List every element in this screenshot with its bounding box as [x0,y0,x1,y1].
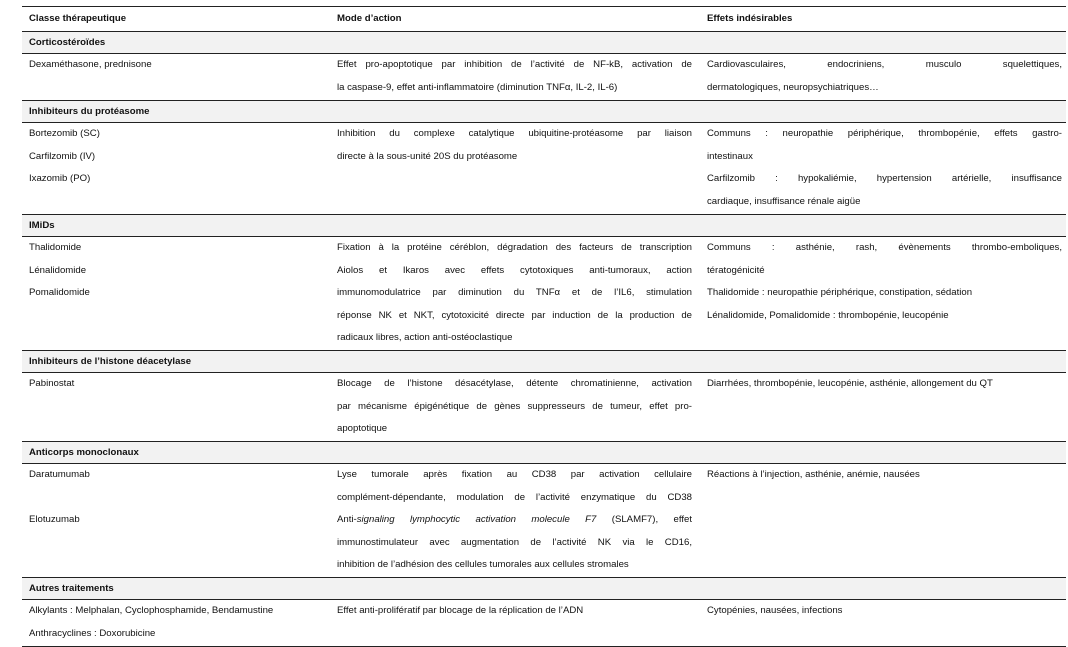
mode-text: directe à la sous-unité 20S du protéasome [337,150,518,162]
section-row [22,442,1066,464]
effects-cell [700,600,1066,646]
effects-text: Lénalidomide, Pomalidomide : thrombopénie, leucopénie [707,309,949,321]
table-header-row [22,7,1066,32]
mode-text: apoptotique [337,423,388,434]
section-row [22,351,1066,373]
table-row [22,237,1066,351]
mode-text: réponse NK et NKT, cytotoxicité directe par induction de la production de [337,309,692,321]
drug-name: Lénalidomide [29,264,87,276]
header-mode: Mode d’action [337,13,402,24]
section-row [22,32,1066,54]
mode-text: Effet pro-apoptotique par inhibition de l’activité de NF-kB, activation de [337,59,692,70]
effects-text: Diarrhées, thrombopénie, leucopénie, asthénie, allongement du QT [707,378,993,389]
mode-text: radicaux libres, action anti-ostéoclastique [337,332,513,343]
drug-cell [22,123,330,214]
drug-cell [22,54,330,100]
effects-cell [700,123,1066,214]
mode-text: Blocage de l’histone désacétylase, détente chromatinienne, activation [337,378,692,389]
effects-cell [700,373,1066,441]
drug-name: Ixazomib (PO) [29,173,91,184]
effects-text: Communs : neuropathie périphérique, thrombopénie, effets gastro- [707,128,1062,139]
drug-name: Thalidomide [29,242,82,253]
mode-text: Fixation à la protéine céréblon, dégradation des facteurs de transcription [337,242,692,253]
mode-text: par mécanisme épigénétique de gènes suppresseurs de tumeur, effet pro- [337,400,692,412]
mode-cell [330,464,700,577]
section-title: Inhibiteurs du protéasome [29,106,150,117]
table-row [22,600,1066,647]
effects-text: Communs : asthénie, rash, évènements thrombo-emboliques, [707,242,1062,253]
section-title: Inhibiteurs de l’histone déacetylase [29,356,192,367]
section-row [22,578,1066,600]
header-effets: Effets indésirables [707,13,793,24]
mode-text: la caspase-9, effet anti-inflammatoire (diminution TNFα, IL-2, IL-6) [337,81,618,93]
drug-name: Bortezomib (SC) [29,128,100,139]
mode-cell [330,237,700,350]
drug-name: Daratumumab [29,469,90,480]
effects-text: dermatologiques, neuropsychiatriques… [707,81,879,93]
effects-text: Carfilzomib : hypokaliémie, hypertension artérielle, insuffisance [707,173,1062,184]
drug-name: Pabinostat [29,378,75,389]
section-title: Anticorps monoclonaux [29,447,139,458]
section-title: Corticostéroïdes [29,37,106,48]
effects-text: cardiaque, insuffisance rénale aigüe [707,195,861,207]
mode-text: immunostimulateur avec augmentation de l’activité NK via le CD16, [337,536,692,548]
drug-name: Dexaméthasone, prednisone [29,59,152,70]
effects-text: Thalidomide : neuropathie périphérique, constipation, sédation [707,287,973,298]
effects-cell [700,464,1066,577]
mode-cell [330,54,700,100]
effects-text: Cytopénies, nausées, infections [707,605,843,616]
drug-name: Carfilzomib (IV) [29,150,96,162]
mode-text: Lyse tumorale après fixation au CD38 par activation cellulaire [337,469,692,480]
section-title: IMiDs [29,220,55,231]
drug-cell [22,237,330,350]
mode-text-italic: signaling lymphocytic activation molecule F7 [356,514,597,525]
section-row [22,101,1066,123]
mode-text: immunomodulatrice par diminution du TNFα et de l’IL6, stimulation [337,287,692,298]
effects-text: Cardiovasculaires, endocriniens, musculo squelettiques, [707,59,1062,70]
effects-cell [700,54,1066,100]
drug-cell [22,464,330,577]
table-row [22,373,1066,442]
mode-text-part: (SLAMF7), effet [596,514,693,525]
effects-text: tératogénicité [707,264,765,276]
drug-cell [22,600,330,646]
mode-cell [330,600,700,646]
effects-text: intestinaux [707,150,753,162]
table-row [22,54,1066,101]
mode-text [337,509,692,532]
mode-text: Effet anti-prolifératif par blocage de la réplication de l’ADN [337,605,584,616]
mode-text: inhibition de l’adhésion des cellules tumorales aux cellules stromales [337,559,629,570]
drug-name: Anthracyclines : Doxorubicine [29,627,156,639]
header-classe: Classe thérapeutique [29,13,127,24]
mode-text-part: Anti- [337,514,357,525]
table-row [22,464,1066,578]
drug-name: Elotuzumab [29,514,80,525]
effects-text: Réactions à l’injection, asthénie, anémie, nausées [707,469,920,480]
section-row [22,215,1066,237]
drug-cell [22,373,330,441]
effects-cell [700,237,1066,350]
section-title: Autres traitements [29,583,114,594]
spacer [29,487,322,510]
drug-name: Alkylants : Melphalan, Cyclophosphamide, Bendamustine [29,605,274,616]
mode-text: complément-dépendante, modulation de l’activité enzymatique du CD38 [337,491,692,503]
mode-cell [330,373,700,441]
mode-text: Aiolos et Ikaros avec effets cytotoxiques anti-tumoraux, action [337,264,692,276]
table-row [22,123,1066,215]
mode-text: Inhibition du complexe catalytique ubiquitine-protéasome par liaison [337,128,692,139]
drug-name: Pomalidomide [29,287,90,298]
therapy-table [22,6,1066,647]
mode-cell [330,123,700,214]
